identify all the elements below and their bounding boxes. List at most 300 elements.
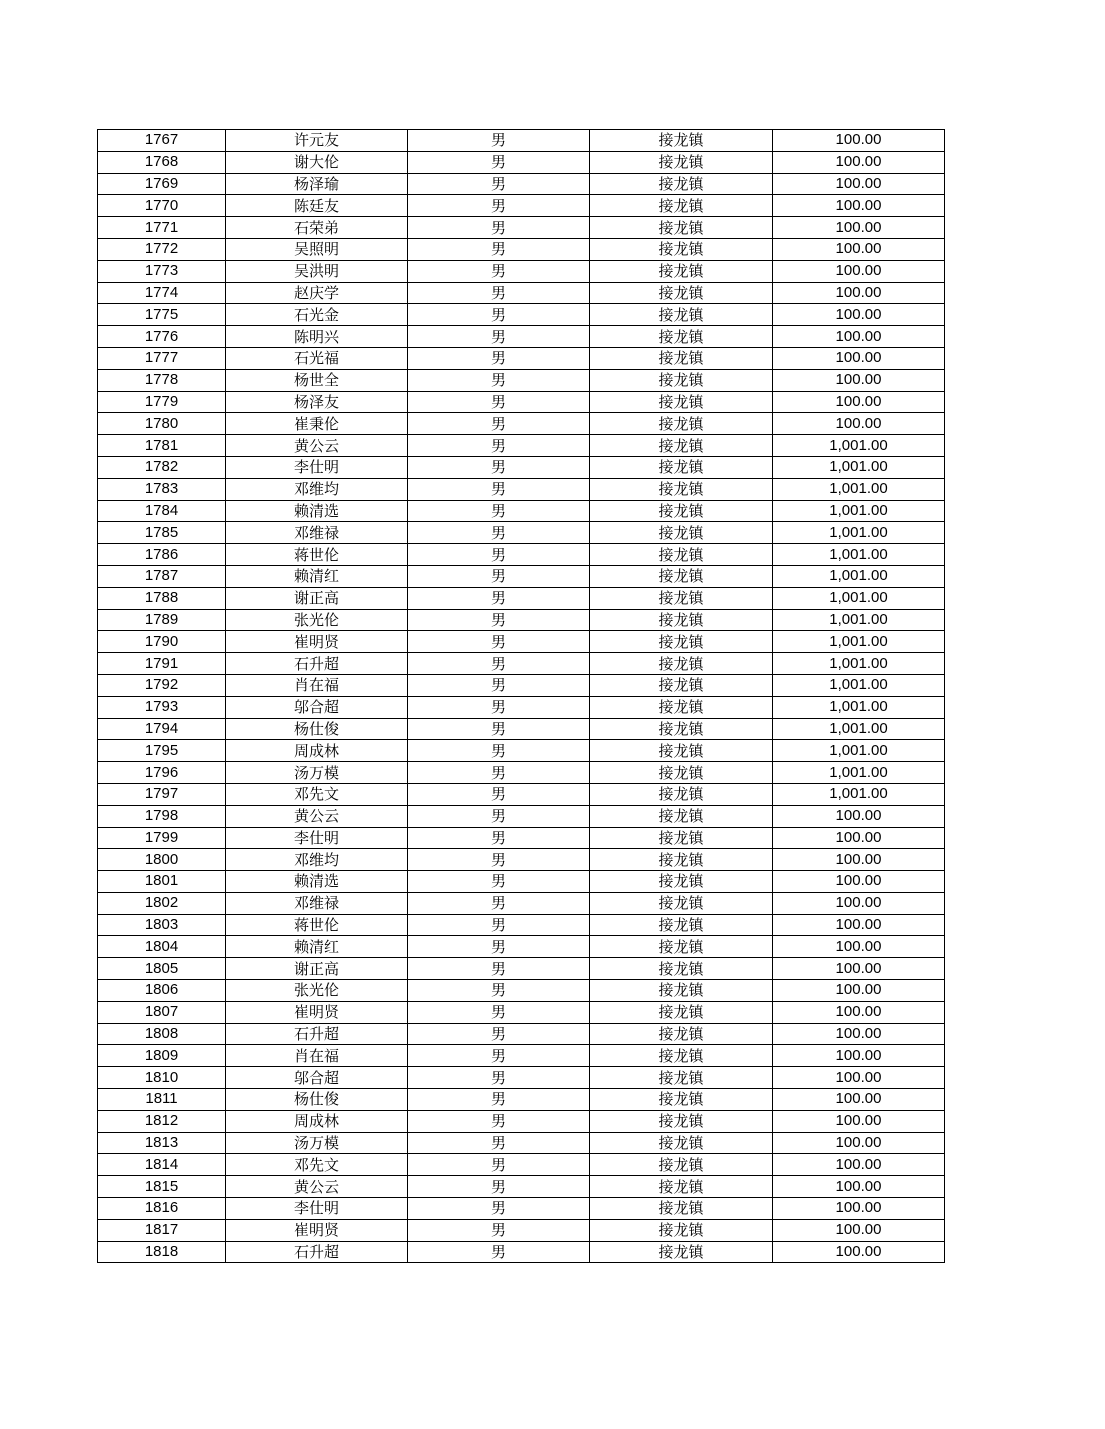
record-number-cell: 1784 [98, 500, 226, 522]
record-number-cell: 1786 [98, 544, 226, 566]
person-name-cell: 李仕明 [226, 1198, 408, 1220]
person-name-cell: 邓维禄 [226, 892, 408, 914]
record-number-cell: 1798 [98, 805, 226, 827]
person-name-cell: 邓维均 [226, 478, 408, 500]
town-cell: 接龙镇 [590, 827, 773, 849]
town-cell: 接龙镇 [590, 805, 773, 827]
table-row [98, 631, 945, 653]
gender-cell: 男 [408, 130, 590, 152]
town-cell: 接龙镇 [590, 391, 773, 413]
town-cell: 接龙镇 [590, 762, 773, 784]
table-row [98, 783, 945, 805]
table-row [98, 871, 945, 893]
amount-cell: 100.00 [773, 391, 945, 413]
amount-cell: 100.00 [773, 849, 945, 871]
amount-cell: 1,001.00 [773, 718, 945, 740]
record-number-cell: 1787 [98, 565, 226, 587]
town-cell: 接龙镇 [590, 1241, 773, 1263]
amount-cell: 1,001.00 [773, 762, 945, 784]
person-name-cell: 谢正高 [226, 587, 408, 609]
gender-cell: 男 [408, 740, 590, 762]
gender-cell: 男 [408, 1132, 590, 1154]
gender-cell: 男 [408, 522, 590, 544]
gender-cell: 男 [408, 238, 590, 260]
gender-cell: 男 [408, 980, 590, 1002]
amount-cell: 100.00 [773, 151, 945, 173]
town-cell: 接龙镇 [590, 173, 773, 195]
town-cell: 接龙镇 [590, 718, 773, 740]
table-row [98, 173, 945, 195]
record-number-cell: 1808 [98, 1023, 226, 1045]
table-row [98, 849, 945, 871]
record-number-cell: 1803 [98, 914, 226, 936]
town-cell: 接龙镇 [590, 980, 773, 1002]
gender-cell: 男 [408, 805, 590, 827]
town-cell: 接龙镇 [590, 500, 773, 522]
gender-cell: 男 [408, 195, 590, 217]
person-name-cell: 杨泽瑜 [226, 173, 408, 195]
gender-cell: 男 [408, 435, 590, 457]
amount-cell: 100.00 [773, 304, 945, 326]
record-number-cell: 1770 [98, 195, 226, 217]
town-cell: 接龙镇 [590, 1001, 773, 1023]
table-row [98, 1198, 945, 1220]
person-name-cell: 杨世全 [226, 369, 408, 391]
record-number-cell: 1785 [98, 522, 226, 544]
table-row [98, 260, 945, 282]
amount-cell: 100.00 [773, 1067, 945, 1089]
table-row [98, 653, 945, 675]
data-table [97, 129, 945, 1263]
gender-cell: 男 [408, 762, 590, 784]
amount-cell: 100.00 [773, 1154, 945, 1176]
amount-cell: 1,001.00 [773, 522, 945, 544]
table-row [98, 1067, 945, 1089]
table-row [98, 1001, 945, 1023]
table-row [98, 674, 945, 696]
amount-cell: 1,001.00 [773, 653, 945, 675]
table-row [98, 195, 945, 217]
town-cell: 接龙镇 [590, 696, 773, 718]
record-number-cell: 1813 [98, 1132, 226, 1154]
person-name-cell: 石升超 [226, 1023, 408, 1045]
record-number-cell: 1810 [98, 1067, 226, 1089]
table-row [98, 1241, 945, 1263]
table-row [98, 544, 945, 566]
amount-cell: 1,001.00 [773, 544, 945, 566]
amount-cell: 100.00 [773, 347, 945, 369]
amount-cell: 100.00 [773, 238, 945, 260]
person-name-cell: 周成林 [226, 1110, 408, 1132]
gender-cell: 男 [408, 783, 590, 805]
table-row [98, 326, 945, 348]
amount-cell: 100.00 [773, 1219, 945, 1241]
table-row [98, 740, 945, 762]
record-number-cell: 1812 [98, 1110, 226, 1132]
amount-cell: 100.00 [773, 217, 945, 239]
table-row [98, 522, 945, 544]
record-number-cell: 1790 [98, 631, 226, 653]
person-name-cell: 汤万模 [226, 1132, 408, 1154]
gender-cell: 男 [408, 1045, 590, 1067]
table-row [98, 391, 945, 413]
town-cell: 接龙镇 [590, 435, 773, 457]
town-cell: 接龙镇 [590, 282, 773, 304]
record-number-cell: 1769 [98, 173, 226, 195]
person-name-cell: 许元友 [226, 130, 408, 152]
table-row [98, 478, 945, 500]
table-row [98, 980, 945, 1002]
table-row [98, 1219, 945, 1241]
person-name-cell: 崔明贤 [226, 1219, 408, 1241]
record-number-cell: 1772 [98, 238, 226, 260]
town-cell: 接龙镇 [590, 456, 773, 478]
gender-cell: 男 [408, 609, 590, 631]
table-body [98, 130, 945, 1263]
amount-cell: 100.00 [773, 195, 945, 217]
record-number-cell: 1791 [98, 653, 226, 675]
record-number-cell: 1800 [98, 849, 226, 871]
town-cell: 接龙镇 [590, 1110, 773, 1132]
gender-cell: 男 [408, 1154, 590, 1176]
town-cell: 接龙镇 [590, 544, 773, 566]
record-number-cell: 1811 [98, 1089, 226, 1111]
gender-cell: 男 [408, 849, 590, 871]
record-number-cell: 1817 [98, 1219, 226, 1241]
amount-cell: 100.00 [773, 1198, 945, 1220]
record-number-cell: 1788 [98, 587, 226, 609]
record-number-cell: 1773 [98, 260, 226, 282]
record-number-cell: 1771 [98, 217, 226, 239]
record-number-cell: 1776 [98, 326, 226, 348]
gender-cell: 男 [408, 674, 590, 696]
table-row [98, 565, 945, 587]
person-name-cell: 蒋世伦 [226, 914, 408, 936]
person-name-cell: 赖清选 [226, 500, 408, 522]
person-name-cell: 黄公云 [226, 1176, 408, 1198]
record-number-cell: 1799 [98, 827, 226, 849]
town-cell: 接龙镇 [590, 849, 773, 871]
person-name-cell: 谢正高 [226, 958, 408, 980]
record-number-cell: 1802 [98, 892, 226, 914]
amount-cell: 100.00 [773, 369, 945, 391]
amount-cell: 100.00 [773, 1001, 945, 1023]
record-number-cell: 1779 [98, 391, 226, 413]
table-row [98, 936, 945, 958]
table-row [98, 1154, 945, 1176]
town-cell: 接龙镇 [590, 1045, 773, 1067]
town-cell: 接龙镇 [590, 1198, 773, 1220]
amount-cell: 100.00 [773, 1089, 945, 1111]
table-row [98, 1089, 945, 1111]
town-cell: 接龙镇 [590, 674, 773, 696]
person-name-cell: 蒋世伦 [226, 544, 408, 566]
gender-cell: 男 [408, 587, 590, 609]
table-row [98, 282, 945, 304]
gender-cell: 男 [408, 631, 590, 653]
gender-cell: 男 [408, 500, 590, 522]
gender-cell: 男 [408, 304, 590, 326]
gender-cell: 男 [408, 413, 590, 435]
gender-cell: 男 [408, 1219, 590, 1241]
gender-cell: 男 [408, 718, 590, 740]
person-name-cell: 黄公云 [226, 435, 408, 457]
gender-cell: 男 [408, 391, 590, 413]
town-cell: 接龙镇 [590, 631, 773, 653]
gender-cell: 男 [408, 1198, 590, 1220]
table-row [98, 805, 945, 827]
record-number-cell: 1804 [98, 936, 226, 958]
person-name-cell: 赖清选 [226, 871, 408, 893]
amount-cell: 1,001.00 [773, 587, 945, 609]
person-name-cell: 石升超 [226, 1241, 408, 1263]
gender-cell: 男 [408, 347, 590, 369]
table-row [98, 914, 945, 936]
amount-cell: 100.00 [773, 1110, 945, 1132]
town-cell: 接龙镇 [590, 478, 773, 500]
person-name-cell: 杨仕俊 [226, 718, 408, 740]
amount-cell: 100.00 [773, 173, 945, 195]
person-name-cell: 陈明兴 [226, 326, 408, 348]
gender-cell: 男 [408, 456, 590, 478]
gender-cell: 男 [408, 936, 590, 958]
table-row [98, 151, 945, 173]
amount-cell: 100.00 [773, 827, 945, 849]
record-number-cell: 1780 [98, 413, 226, 435]
record-number-cell: 1794 [98, 718, 226, 740]
person-name-cell: 周成林 [226, 740, 408, 762]
person-name-cell: 陈廷友 [226, 195, 408, 217]
person-name-cell: 谢大伦 [226, 151, 408, 173]
table-row [98, 500, 945, 522]
amount-cell: 1,001.00 [773, 456, 945, 478]
gender-cell: 男 [408, 565, 590, 587]
record-number-cell: 1797 [98, 783, 226, 805]
amount-cell: 1,001.00 [773, 674, 945, 696]
gender-cell: 男 [408, 827, 590, 849]
table-row [98, 718, 945, 740]
table-row [98, 217, 945, 239]
person-name-cell: 杨泽友 [226, 391, 408, 413]
table-row [98, 762, 945, 784]
amount-cell: 100.00 [773, 936, 945, 958]
table-row [98, 587, 945, 609]
person-name-cell: 李仕明 [226, 456, 408, 478]
amount-cell: 100.00 [773, 871, 945, 893]
record-number-cell: 1796 [98, 762, 226, 784]
table-row [98, 130, 945, 152]
table-row [98, 456, 945, 478]
amount-cell: 100.00 [773, 958, 945, 980]
amount-cell: 1,001.00 [773, 500, 945, 522]
table-row [98, 238, 945, 260]
table-row [98, 1110, 945, 1132]
town-cell: 接龙镇 [590, 609, 773, 631]
town-cell: 接龙镇 [590, 1132, 773, 1154]
person-name-cell: 杨仕俊 [226, 1089, 408, 1111]
record-number-cell: 1777 [98, 347, 226, 369]
gender-cell: 男 [408, 1023, 590, 1045]
gender-cell: 男 [408, 1089, 590, 1111]
amount-cell: 1,001.00 [773, 565, 945, 587]
record-number-cell: 1814 [98, 1154, 226, 1176]
record-number-cell: 1782 [98, 456, 226, 478]
amount-cell: 100.00 [773, 326, 945, 348]
amount-cell: 100.00 [773, 1241, 945, 1263]
amount-cell: 1,001.00 [773, 631, 945, 653]
person-name-cell: 邓先文 [226, 1154, 408, 1176]
record-number-cell: 1801 [98, 871, 226, 893]
amount-cell: 100.00 [773, 914, 945, 936]
person-name-cell: 石升超 [226, 653, 408, 675]
gender-cell: 男 [408, 914, 590, 936]
town-cell: 接龙镇 [590, 217, 773, 239]
amount-cell: 100.00 [773, 282, 945, 304]
person-name-cell: 黄公云 [226, 805, 408, 827]
amount-cell: 100.00 [773, 980, 945, 1002]
amount-cell: 100.00 [773, 1045, 945, 1067]
table-row [98, 958, 945, 980]
town-cell: 接龙镇 [590, 653, 773, 675]
town-cell: 接龙镇 [590, 914, 773, 936]
amount-cell: 100.00 [773, 1176, 945, 1198]
town-cell: 接龙镇 [590, 958, 773, 980]
table-row [98, 892, 945, 914]
record-number-cell: 1775 [98, 304, 226, 326]
gender-cell: 男 [408, 653, 590, 675]
table-row [98, 435, 945, 457]
gender-cell: 男 [408, 282, 590, 304]
amount-cell: 1,001.00 [773, 478, 945, 500]
amount-cell: 1,001.00 [773, 740, 945, 762]
town-cell: 接龙镇 [590, 1176, 773, 1198]
gender-cell: 男 [408, 151, 590, 173]
town-cell: 接龙镇 [590, 151, 773, 173]
record-number-cell: 1815 [98, 1176, 226, 1198]
person-name-cell: 赖清红 [226, 936, 408, 958]
town-cell: 接龙镇 [590, 740, 773, 762]
person-name-cell: 石光福 [226, 347, 408, 369]
amount-cell: 100.00 [773, 1023, 945, 1045]
record-number-cell: 1805 [98, 958, 226, 980]
gender-cell: 男 [408, 1176, 590, 1198]
record-number-cell: 1783 [98, 478, 226, 500]
gender-cell: 男 [408, 326, 590, 348]
amount-cell: 100.00 [773, 130, 945, 152]
table-row [98, 1132, 945, 1154]
record-number-cell: 1816 [98, 1198, 226, 1220]
record-number-cell: 1774 [98, 282, 226, 304]
gender-cell: 男 [408, 892, 590, 914]
gender-cell: 男 [408, 1067, 590, 1089]
amount-cell: 100.00 [773, 892, 945, 914]
town-cell: 接龙镇 [590, 326, 773, 348]
record-number-cell: 1809 [98, 1045, 226, 1067]
person-name-cell: 崔秉伦 [226, 413, 408, 435]
town-cell: 接龙镇 [590, 413, 773, 435]
town-cell: 接龙镇 [590, 238, 773, 260]
person-name-cell: 赵庆学 [226, 282, 408, 304]
town-cell: 接龙镇 [590, 565, 773, 587]
gender-cell: 男 [408, 217, 590, 239]
person-name-cell: 张光伦 [226, 609, 408, 631]
record-number-cell: 1795 [98, 740, 226, 762]
person-name-cell: 邬合超 [226, 696, 408, 718]
amount-cell: 100.00 [773, 1132, 945, 1154]
gender-cell: 男 [408, 871, 590, 893]
town-cell: 接龙镇 [590, 892, 773, 914]
gender-cell: 男 [408, 1110, 590, 1132]
person-name-cell: 石光金 [226, 304, 408, 326]
amount-cell: 1,001.00 [773, 783, 945, 805]
record-number-cell: 1807 [98, 1001, 226, 1023]
town-cell: 接龙镇 [590, 130, 773, 152]
amount-cell: 1,001.00 [773, 696, 945, 718]
gender-cell: 男 [408, 369, 590, 391]
amount-cell: 1,001.00 [773, 609, 945, 631]
table-row [98, 1176, 945, 1198]
record-number-cell: 1767 [98, 130, 226, 152]
amount-cell: 100.00 [773, 413, 945, 435]
record-number-cell: 1792 [98, 674, 226, 696]
person-name-cell: 邓先文 [226, 783, 408, 805]
gender-cell: 男 [408, 958, 590, 980]
amount-cell: 1,001.00 [773, 435, 945, 457]
person-name-cell: 肖在福 [226, 1045, 408, 1067]
person-name-cell: 邓维均 [226, 849, 408, 871]
person-name-cell: 肖在福 [226, 674, 408, 696]
record-number-cell: 1806 [98, 980, 226, 1002]
table-row [98, 696, 945, 718]
town-cell: 接龙镇 [590, 260, 773, 282]
person-name-cell: 吴照明 [226, 238, 408, 260]
town-cell: 接龙镇 [590, 1023, 773, 1045]
record-number-cell: 1778 [98, 369, 226, 391]
table-row [98, 827, 945, 849]
gender-cell: 男 [408, 478, 590, 500]
person-name-cell: 邓维禄 [226, 522, 408, 544]
town-cell: 接龙镇 [590, 783, 773, 805]
person-name-cell: 张光伦 [226, 980, 408, 1002]
person-name-cell: 崔明贤 [226, 1001, 408, 1023]
town-cell: 接龙镇 [590, 347, 773, 369]
person-name-cell: 赖清红 [226, 565, 408, 587]
record-number-cell: 1789 [98, 609, 226, 631]
person-name-cell: 吴洪明 [226, 260, 408, 282]
gender-cell: 男 [408, 696, 590, 718]
table-row [98, 369, 945, 391]
gender-cell: 男 [408, 260, 590, 282]
record-number-cell: 1781 [98, 435, 226, 457]
gender-cell: 男 [408, 173, 590, 195]
town-cell: 接龙镇 [590, 1067, 773, 1089]
town-cell: 接龙镇 [590, 587, 773, 609]
person-name-cell: 崔明贤 [226, 631, 408, 653]
town-cell: 接龙镇 [590, 936, 773, 958]
person-name-cell: 李仕明 [226, 827, 408, 849]
table-row [98, 413, 945, 435]
table-row [98, 1045, 945, 1067]
table-row [98, 347, 945, 369]
table-row [98, 609, 945, 631]
person-name-cell: 汤万模 [226, 762, 408, 784]
gender-cell: 男 [408, 544, 590, 566]
amount-cell: 100.00 [773, 805, 945, 827]
town-cell: 接龙镇 [590, 871, 773, 893]
town-cell: 接龙镇 [590, 195, 773, 217]
amount-cell: 100.00 [773, 260, 945, 282]
table-row [98, 304, 945, 326]
